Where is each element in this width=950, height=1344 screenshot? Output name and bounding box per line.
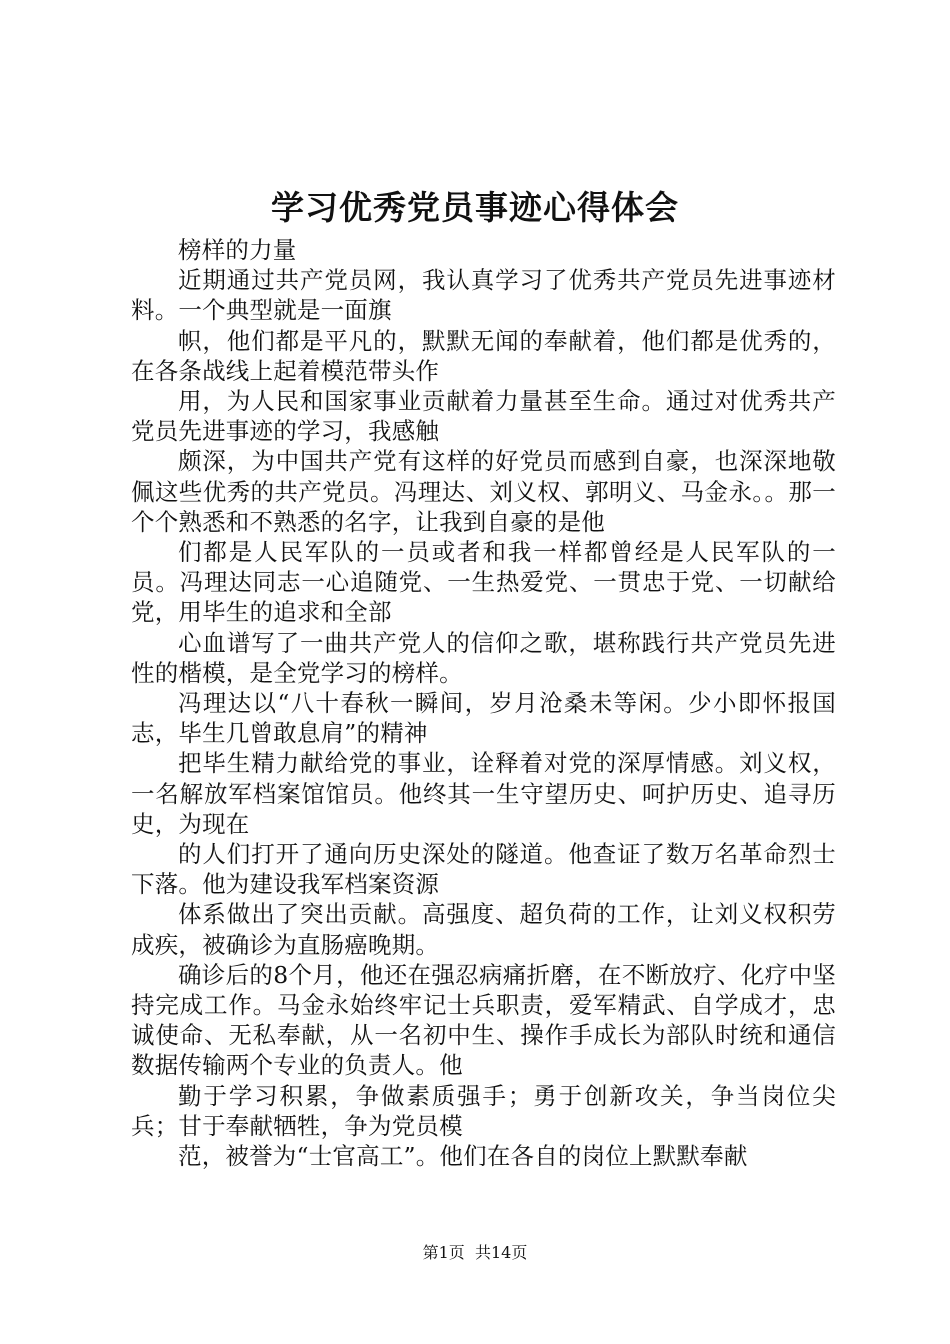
document-body: [131, 235, 836, 1171]
page-total: 共14页: [474, 1243, 528, 1262]
document-title: 学习优秀党员事迹心得体会: [271, 188, 679, 227]
paragraph: 帜，他们都是平凡的，默默无闻的奉献着，他们都是优秀的，在各条战线上起着模范带头作: [131, 326, 836, 385]
paragraph: 用，为人民和国家事业贡献着力量甚至生命。通过对优秀共产党员先进事迹的学习，我感触: [131, 387, 836, 446]
page-footer: [0, 1241, 950, 1265]
paragraph: 范，被誉为“士官高工”。他们在各自的岗位上默默奉献: [178, 1142, 748, 1171]
page-number: 第1页: [422, 1243, 465, 1262]
paragraph: 体系做出了突出贡献。高强度、超负荷的工作，让刘义权积劳成疾，被确诊为直肠癌晚期。: [131, 900, 836, 959]
paragraph: 的人们打开了通向历史深处的隧道。他查证了数万名革命烈士下落。他为建设我军档案资源: [131, 840, 836, 899]
paragraph: 颇深，为中国共产党有这样的好党员而感到自豪，也深深地敬佩这些优秀的共产党员。冯理达、刘义权、郭明义、马金永。。那一个个熟悉和不熟悉的名字，让我到自豪的是他: [131, 447, 836, 536]
paragraph: 确诊后的8个月，他还在强忍病痛折磨，在不断放疗、化疗中坚持完成工作。马金永始终牢记士兵职责，爱军精武、自学成才，忠诚使命、无私奉献，从一名初中生、操作手成长为部队时统和通信数据传输两个专业的负责人。他: [131, 960, 836, 1080]
paragraph: 榜样的力量: [178, 236, 297, 264]
paragraph: 冯理达以“八十春秋一瞬间，岁月沧桑未等闲。少小即怀报国志，毕生几曾敢息肩”的精神: [131, 689, 836, 748]
paragraph: 近期通过共产党员网，我认真学习了优秀共产党员先进事迹材料。一个典型就是一面旗: [131, 266, 836, 325]
paragraph: 们都是人民军队的一员或者和我一样都曾经是人民军队的一员。冯理达同志一心追随党、一生热爱党、一贯忠于党、一切献给党，用毕生的追求和全部: [131, 538, 836, 627]
paragraph: 勤于学习积累，争做素质强手；勇于创新攻关，争当岗位尖兵；甘于奉献牺牲，争为党员模: [131, 1081, 836, 1140]
paragraph: 心血谱写了一曲共产党人的信仰之歌，堪称践行共产党员先进性的楷模，是全党学习的榜样。: [131, 628, 836, 687]
paragraph: 把毕生精力献给党的事业，诠释着对党的深厚情感。刘义权，一名解放军档案馆馆员。他终其一生守望历史、呵护历史、追寻历史，为现在: [131, 749, 836, 838]
